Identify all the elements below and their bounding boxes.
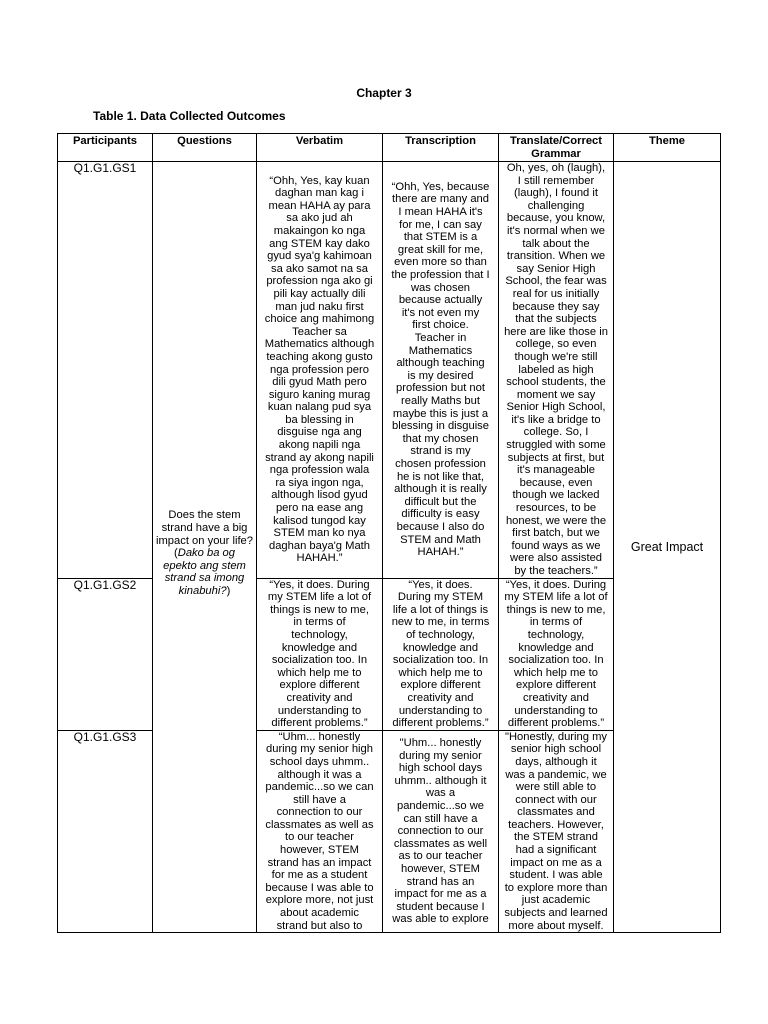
- participant-id: Q1.G1.GS2: [58, 578, 153, 730]
- chapter-heading: Chapter 3: [356, 86, 412, 100]
- header-translate: Translate/Correct Grammar: [499, 134, 614, 162]
- question-text: Does the stem strand have a big impact on your life?(: [156, 509, 254, 560]
- transcription-cell: "Uhm... honestly during my senior high school days uhmm.. although it was a pandemic...so we can still have a connection to our classmates as well as to our teacher however, STEM strand has an impact for me as a student because I was able to explore: [383, 730, 499, 933]
- header-participants: Participants: [58, 134, 153, 162]
- table-header-row: [58, 134, 721, 162]
- participant-id: Q1.G1.GS3: [58, 730, 153, 933]
- header-questions: Questions: [153, 134, 257, 162]
- table-caption: Table 1. Data Collected Outcomes: [93, 109, 286, 123]
- verbatim-cell: “Ohh, Yes, kay kuan daghan man kag i mean HAHA ay para sa ako jud ah makaingon ko nga ang STEM kay dako gyud sya'g kahimoan sa ako samot na sa profession nga ako gi pili kay actually dili man jud naku first choice ang mahimong Teacher sa Mathematics although teaching akong gusto nga profession pero dili gyud Math pero siguro kaning murag kuan nalang pud sya ba blessing in disguise nga ang akong napili nga strand ay akong napili nga profession wala ra siya ingon nga, although lisod gyud pero na ease ang kalisod tungod kay STEM man ko nya daghan baya'g Math HAHAH.”: [257, 162, 383, 579]
- header-verbatim: Verbatim: [257, 134, 383, 162]
- question-close: ): [226, 584, 231, 597]
- verbatim-cell: “Yes, it does. During my STEM life a lot of things is new to me, in terms of technology, knowledge and socialization too. In which help me to explore different creativity and understanding to different problems.”: [257, 578, 383, 730]
- question-translation: Dako ba og epekto ang stem strand sa imong kinabuhi?: [163, 547, 246, 597]
- translate-cell: Oh, yes, oh (laugh), I still remember (laugh), I found it challenging because, you know, it's normal when we talk about the transition. When we say Senior High School, the fear was real for us initially because they say that the subjects here are like those in college, so even though we're still labeled as high school students, the moment we say Senior High School, it's like a bridge to college. So, I struggled with some subjects at first, but it's manageable because, even though we lacked resources, to be honest, we were the first batch, but we found ways as we were also assisted by the teachers.”: [499, 162, 614, 579]
- transcription-cell: “Yes, it does. During my STEM life a lot of things is new to me, in terms of technology, knowledge and socialization too. In which help me to explore different creativity and understanding to different problems.”: [383, 578, 499, 730]
- data-table: [57, 133, 721, 933]
- theme-cell: Great Impact: [614, 162, 721, 933]
- translate-cell: "Honestly, during my senior high school days, although it was a pandemic, we were still able to connect with our classmates and teachers. However, the STEM strand had a significant impact on me as a student. I was able to explore more than just academic subjects and learned more about myself.: [499, 730, 614, 933]
- question-cell: [153, 162, 257, 933]
- header-transcription: Transcription: [383, 134, 499, 162]
- transcription-cell: “Ohh, Yes, because there are many and I mean HAHA it's for me, I can say that STEM is a great skill for me, even more so than the profession that I was chosen because actually it's not even my first choice. Teacher in Mathematics although teaching is my desired profession but not really Maths but maybe this is just a blessing in disguise that my chosen strand is my chosen profession he is not like that, although it is really difficult but the difficulty is easy because I also do STEM and Math HAHAH.”: [383, 162, 499, 579]
- translate-cell: “Yes, it does. During my STEM life a lot of things is new to me, in terms of technology, knowledge and socialization too. In which help me to explore different creativity and understanding to different problems.”: [499, 578, 614, 730]
- participant-id: Q1.G1.GS1: [58, 162, 153, 579]
- verbatim-cell: “Uhm... honestly during my senior high school days uhmm.. although it was a pandemic...so we can still have a connection to our classmates as well as to our teacher however, STEM strand has an impact for me as a student because I was able to explore more, not just about academic strand but also to: [257, 730, 383, 933]
- table-row: [58, 162, 721, 579]
- header-theme: Theme: [614, 134, 721, 162]
